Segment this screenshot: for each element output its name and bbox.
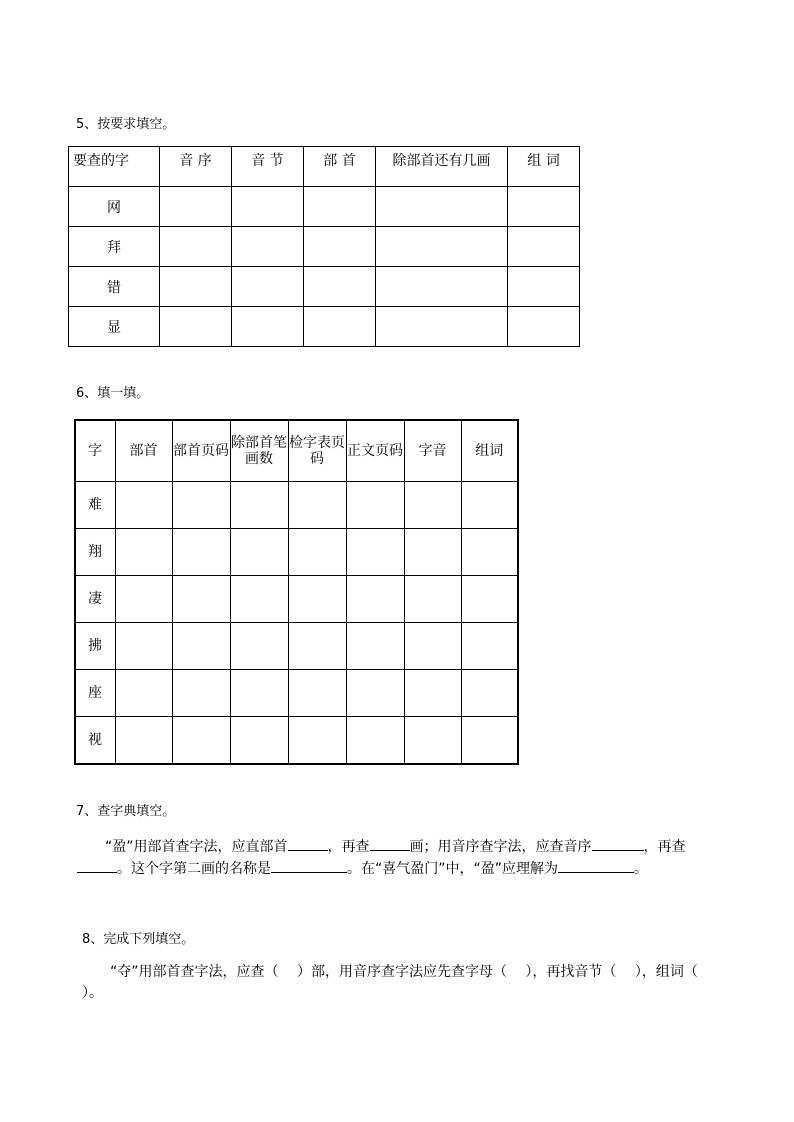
answer-cell[interactable] [508, 267, 580, 307]
q5-header-cell: 部 首 [304, 147, 376, 187]
answer-cell[interactable] [160, 267, 232, 307]
blank-field[interactable] [592, 836, 644, 851]
answer-cell[interactable] [346, 576, 404, 623]
q5-header-row [69, 147, 580, 187]
answer-cell[interactable] [115, 482, 172, 529]
table-row [75, 717, 518, 765]
answer-cell[interactable] [404, 717, 461, 765]
q6-header-cell: 字 [75, 420, 115, 482]
answer-cell[interactable] [404, 529, 461, 576]
answer-cell[interactable] [172, 717, 230, 765]
q7-text: 。在“喜气盈门”中，“盈”应理解为 [347, 861, 559, 877]
answer-cell[interactable] [232, 227, 304, 267]
table-row [75, 623, 518, 670]
q7-paragraph [77, 836, 717, 880]
answer-cell[interactable] [172, 670, 230, 717]
q5-char-cell: 错 [69, 267, 160, 307]
q8-title: 8、完成下列填空。 [82, 932, 195, 947]
answer-cell[interactable] [461, 576, 518, 623]
answer-cell[interactable] [304, 227, 376, 267]
table-row [69, 267, 580, 307]
q8-paragraph: “夺”用部首查字法，应查（ ）部，用音序查字法应先查字母（ ），再找音节（ ），组词（ ）。 [82, 964, 717, 1001]
table-row [69, 187, 580, 227]
blank-field[interactable] [77, 858, 117, 873]
answer-cell[interactable] [288, 670, 346, 717]
answer-cell[interactable] [304, 267, 376, 307]
answer-cell[interactable] [160, 187, 232, 227]
q6-title: 6、填一填。 [76, 386, 150, 401]
q6-table [74, 419, 519, 765]
table-row [69, 227, 580, 267]
answer-cell[interactable] [288, 529, 346, 576]
answer-cell[interactable] [376, 187, 508, 227]
table-row [75, 670, 518, 717]
answer-cell[interactable] [160, 307, 232, 347]
answer-cell[interactable] [461, 623, 518, 670]
q5-char-cell: 网 [69, 187, 160, 227]
answer-cell[interactable] [304, 187, 376, 227]
q6-header-cell: 部首 [115, 420, 172, 482]
answer-cell[interactable] [160, 227, 232, 267]
answer-cell[interactable] [172, 576, 230, 623]
q7-text: 。 [634, 861, 649, 877]
q6-header-row [75, 420, 518, 482]
answer-cell[interactable] [346, 529, 404, 576]
answer-cell[interactable] [461, 670, 518, 717]
q7-title: 7、查字典填空。 [76, 804, 176, 819]
q6-char-cell: 难 [75, 482, 115, 529]
answer-cell[interactable] [172, 529, 230, 576]
q6-header-cell: 除部首笔画数 [230, 420, 288, 482]
q7-text: 。这个字第二画的名称是 [117, 861, 271, 877]
answer-cell[interactable] [232, 307, 304, 347]
answer-cell[interactable] [172, 482, 230, 529]
answer-cell[interactable] [230, 670, 288, 717]
blank-field[interactable] [370, 836, 410, 851]
answer-cell[interactable] [376, 227, 508, 267]
q6-header-cell: 部首页码 [172, 420, 230, 482]
answer-cell[interactable] [461, 482, 518, 529]
answer-cell[interactable] [508, 227, 580, 267]
answer-cell[interactable] [346, 670, 404, 717]
answer-cell[interactable] [115, 623, 172, 670]
answer-cell[interactable] [304, 307, 376, 347]
answer-cell[interactable] [230, 717, 288, 765]
answer-cell[interactable] [376, 267, 508, 307]
blank-field[interactable] [288, 836, 328, 851]
answer-cell[interactable] [230, 529, 288, 576]
q6-char-cell: 拂 [75, 623, 115, 670]
answer-cell[interactable] [346, 623, 404, 670]
answer-cell[interactable] [461, 717, 518, 765]
answer-cell[interactable] [288, 576, 346, 623]
q5-title: 5、按要求填空。 [76, 117, 176, 132]
q5-header-cell: 要查的字 [69, 147, 160, 187]
q5-header-cell: 组 词 [508, 147, 580, 187]
answer-cell[interactable] [288, 482, 346, 529]
answer-cell[interactable] [288, 717, 346, 765]
answer-cell[interactable] [115, 670, 172, 717]
q7-text: ，再查 [327, 839, 370, 855]
q6-header-cell: 字音 [404, 420, 461, 482]
answer-cell[interactable] [404, 482, 461, 529]
q5-header-cell: 音 序 [160, 147, 232, 187]
answer-cell[interactable] [115, 529, 172, 576]
table-row [75, 482, 518, 529]
table-row [75, 576, 518, 623]
answer-cell[interactable] [346, 717, 404, 765]
answer-cell[interactable] [404, 670, 461, 717]
answer-cell[interactable] [230, 482, 288, 529]
answer-cell[interactable] [404, 576, 461, 623]
q5-char-cell: 拜 [69, 227, 160, 267]
q6-char-cell: 凄 [75, 576, 115, 623]
answer-cell[interactable] [232, 267, 304, 307]
answer-cell[interactable] [376, 307, 508, 347]
q7-text: “盈”用部首查字法，应直部首 [105, 839, 288, 855]
q7-text: 画；用音序查字法，应查音序 [409, 839, 592, 855]
q6-char-cell: 视 [75, 717, 115, 765]
q6-header-cell: 正文页码 [346, 420, 404, 482]
q6-char-cell: 翔 [75, 529, 115, 576]
q5-header-cell: 音 节 [232, 147, 304, 187]
q5-header-cell: 除部首还有几画 [376, 147, 508, 187]
answer-cell[interactable] [508, 307, 580, 347]
table-row [69, 307, 580, 347]
answer-cell[interactable] [115, 717, 172, 765]
q5-char-cell: 显 [69, 307, 160, 347]
answer-cell[interactable] [288, 623, 346, 670]
q6-header-cell: 组词 [461, 420, 518, 482]
answer-cell[interactable] [115, 576, 172, 623]
answer-cell[interactable] [461, 529, 518, 576]
answer-cell[interactable] [508, 187, 580, 227]
blank-field[interactable] [271, 858, 347, 873]
q6-char-cell: 座 [75, 670, 115, 717]
answer-cell[interactable] [230, 623, 288, 670]
answer-cell[interactable] [230, 576, 288, 623]
answer-cell[interactable] [404, 623, 461, 670]
table-row [75, 529, 518, 576]
answer-cell[interactable] [232, 187, 304, 227]
q7-text: ，再查 [643, 839, 686, 855]
answer-cell[interactable] [346, 482, 404, 529]
q5-table [68, 146, 580, 347]
answer-cell[interactable] [172, 623, 230, 670]
blank-field[interactable] [558, 858, 634, 873]
q6-header-cell: 检字表页码 [288, 420, 346, 482]
